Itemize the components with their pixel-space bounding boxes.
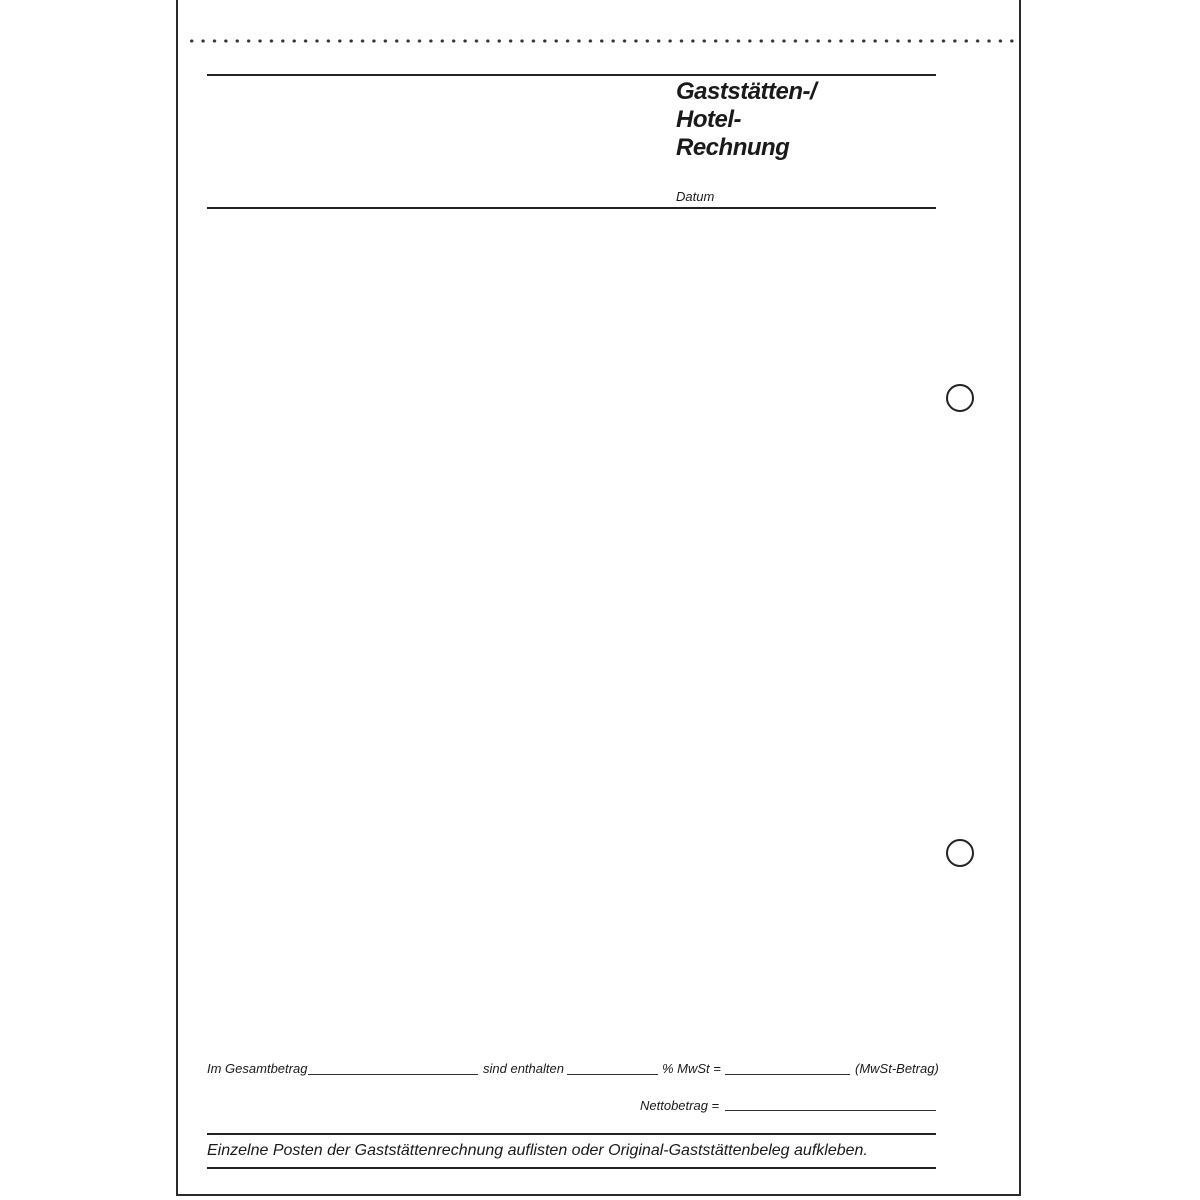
net-amount-field[interactable] [725,1110,936,1111]
punch-hole-bottom [946,839,974,867]
vat-amount-field[interactable] [725,1074,850,1075]
title-line-2: Hotel- [676,106,741,133]
vat-amount-label: (MwSt-Betrag) [855,1061,939,1076]
vat-label: % MwSt = [662,1061,721,1076]
net-amount-label: Nettobetrag = [640,1098,720,1113]
header-top-rule [207,74,936,76]
header-bottom-rule [207,207,936,209]
vat-rate-field[interactable] [567,1074,658,1075]
total-amount-label: Im Gesamtbetrag [207,1061,308,1076]
punch-hole-top [946,384,974,412]
title-line-3: Rechnung [676,134,790,161]
included-label: sind enthalten [483,1061,564,1076]
title-line-1: Gaststätten-/ [676,78,817,105]
footer-bottom-rule [207,1167,936,1169]
perforation-line [186,38,1016,44]
form-title [676,78,816,162]
instruction-text: Einzelne Posten der Gaststättenrechnung auflisten oder Original-Gaststättenbeleg aufkleben. [207,1142,868,1159]
total-amount-field[interactable] [308,1074,478,1075]
date-label: Datum [676,189,715,204]
form-sheet [176,0,1021,1196]
footer-top-rule [207,1133,936,1135]
